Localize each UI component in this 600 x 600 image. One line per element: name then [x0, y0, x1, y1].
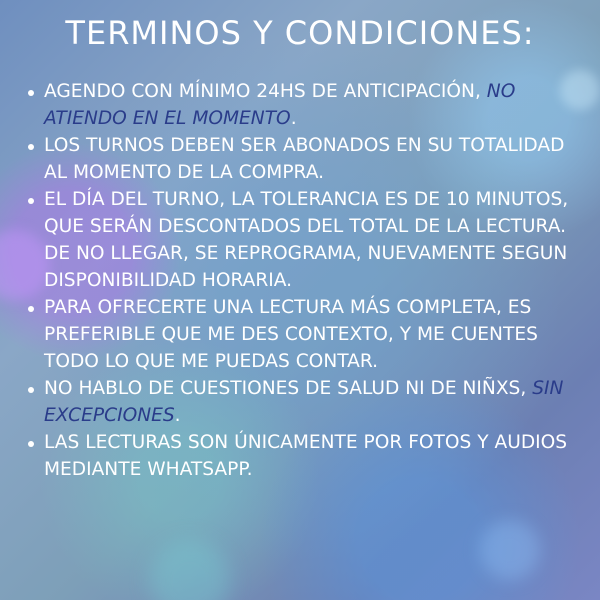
list-item: EL DÍA DEL TURNO, LA TOLERANCIA ES DE 10 MINUTOS, QUE SERÁN DESCONTADOS DEL TOTAL DE LA LECTURA. DE NO LLEGAR, SE REPROGRAMA, NUEVAMENTE SEGUN DISPONIBILIDAD HORARIA. — [26, 186, 592, 294]
page-title: TERMINOS Y CONDICIONES: — [65, 14, 535, 52]
bokeh-light — [150, 540, 230, 600]
list-item: LOS TURNOS DEBEN SER ABONADOS EN SU TOTALIDAD AL MOMENTO DE LA COMPRA. — [26, 132, 592, 186]
terms-list — [26, 78, 592, 483]
bokeh-light — [480, 520, 540, 580]
list-item: AGENDO CON MÍNIMO 24HS DE ANTICIPACIÓN, NO ATIENDO EN EL MOMENTO. — [26, 78, 592, 132]
list-item: NO HABLO DE CUESTIONES DE SALUD NI DE NIÑXS, SIN EXCEPCIONES. — [26, 375, 592, 429]
list-item: PARA OFRECERTE UNA LECTURA MÁS COMPLETA, ES PREFERIBLE QUE ME DES CONTEXTO, Y ME CUENTES TODO LO QUE ME PUEDAS CONTAR. — [26, 294, 592, 375]
list-item: LAS LECTURAS SON ÚNICAMENTE POR FOTOS Y AUDIOS MEDIANTE WHATSAPP. — [26, 429, 592, 483]
